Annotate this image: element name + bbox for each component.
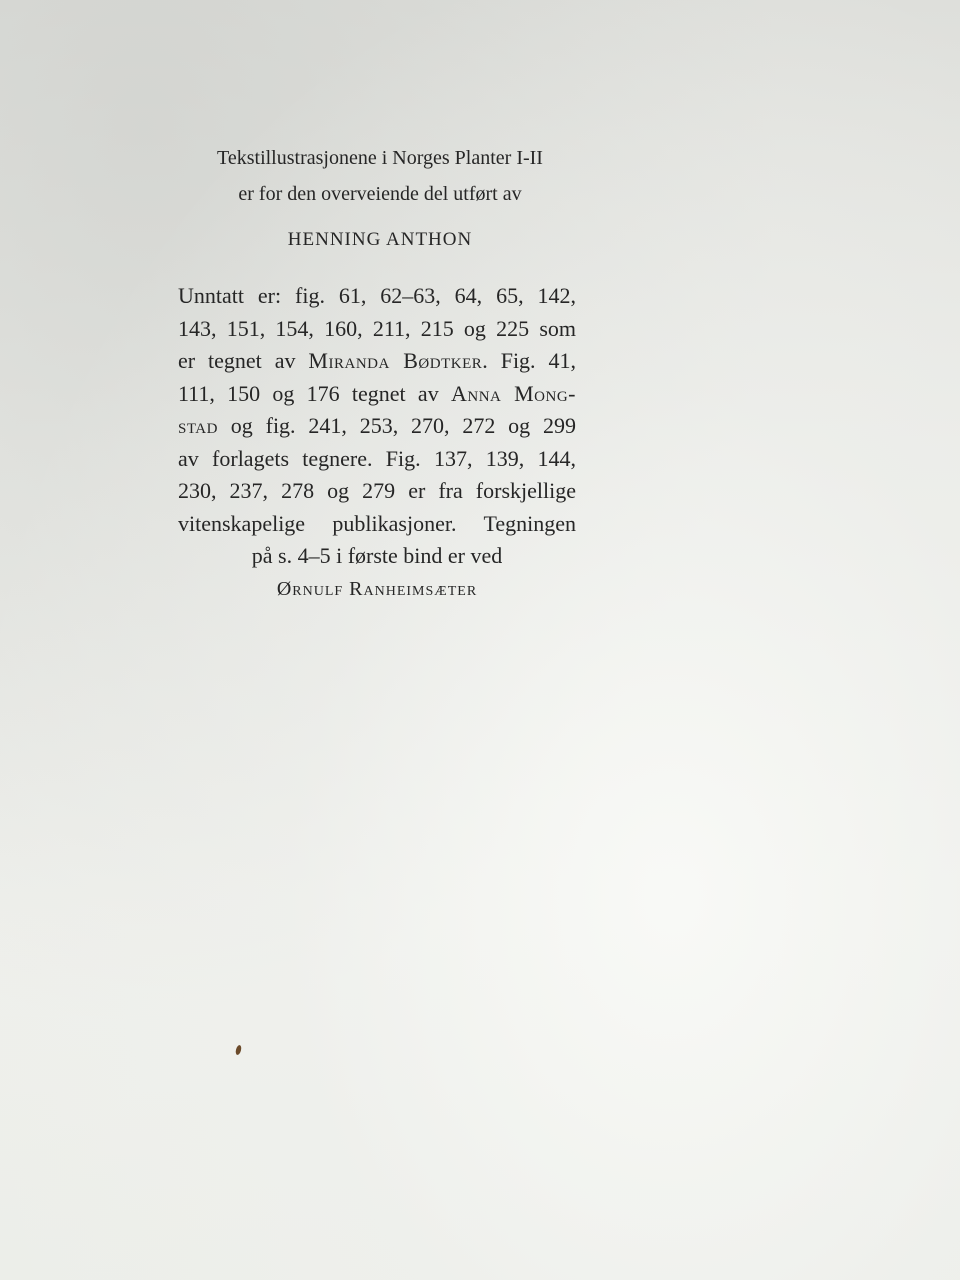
exceptions-line-4 xyxy=(178,378,576,411)
exceptions-line-5-post: og fig. 241, 253, 270, 272 og 299 xyxy=(230,413,576,438)
credits-intro-line-2: er for den overveiende del utført av xyxy=(238,183,522,205)
credits-intro-line-1: Tekstillustrasjonene i Norges Planter I-II xyxy=(217,147,543,169)
artist-name-bodtker: Miranda Bødtker xyxy=(308,348,483,373)
exceptions-line-7: 230, 237, 278 og 279 er fra forskjellige xyxy=(178,478,576,503)
exceptions-line-3 xyxy=(178,345,576,378)
exceptions-paragraph xyxy=(178,280,576,605)
exceptions-line-8: vitenskapelige publikasjoner. Tegningen xyxy=(178,510,576,536)
artist-name-mongstad-part1: Anna Mong- xyxy=(450,380,577,406)
illustration-credits xyxy=(170,140,590,258)
exceptions-line-1: Unntatt er: fig. 61, 62–63, 64, 65, 142, xyxy=(178,283,576,308)
artist-name-mongstad-part2: stad xyxy=(178,413,218,438)
exceptions-line-9: på s. 4–5 i første bind er ved xyxy=(251,543,503,568)
exceptions-line-6: av forlagets tegnere. Fig. 137, 139, 144, xyxy=(178,445,576,471)
exceptions-line-5 xyxy=(178,410,576,443)
artist-name-ranheimsaeter: Ørnulf Ranheimsæter xyxy=(276,577,478,600)
main-artist-name: HENNING ANTHON xyxy=(287,229,473,250)
exceptions-line-4-pre: 111, 150 og 176 tegnet av xyxy=(178,380,439,406)
exceptions-line-2: 143, 151, 154, 160, 211, 215 og 225 som xyxy=(178,315,576,341)
exceptions-line-3-pre: er tegnet av xyxy=(178,348,296,373)
exceptions-line-3-post: . Fig. 41, xyxy=(482,348,576,373)
paper-spot xyxy=(235,1045,242,1056)
